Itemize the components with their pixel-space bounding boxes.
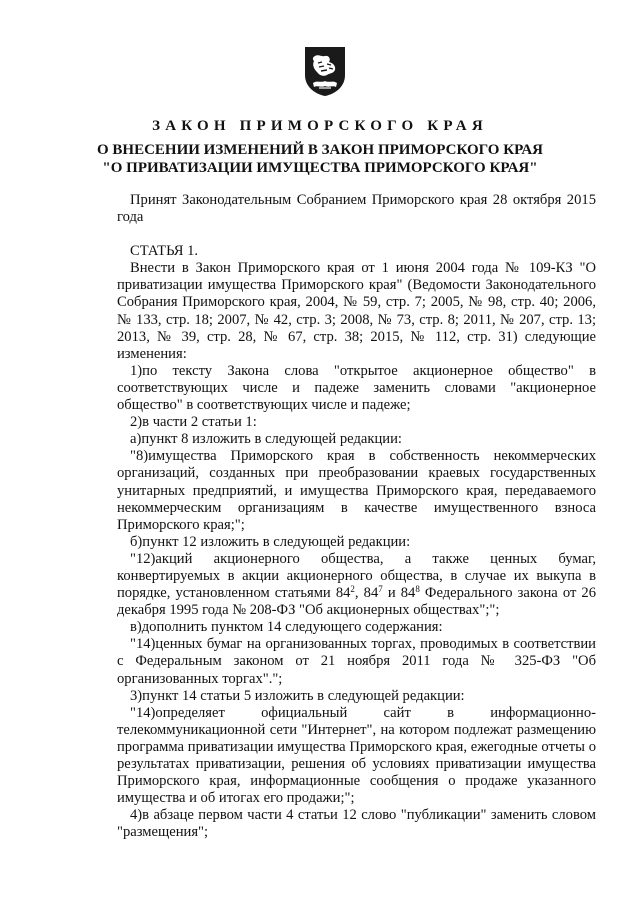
item-2a-text: "8)имущества Приморского края в собственность некоммерческих организаций, созданных при преобразовании краевых государственных унитарных предприятий, и имущества Приморского края, передаваемого некоммерческим организациям в качестве имущественного взноса Приморского края;";	[117, 448, 596, 533]
item-2v: в)дополнить пунктом 14 следующего содержания:	[130, 619, 443, 636]
law-subtitle-line2: "О ПРИВАТИЗАЦИИ ИМУЩЕСТВА ПРИМОРСКОГО КРАЯ"	[102, 160, 538, 176]
article-heading: СТАТЬЯ 1.	[130, 243, 199, 260]
item-3-text: "14)определяет официальный сайт в информационно-телекоммуникационной сети "Интернет", на котором подлежат размещению программа приватизации имущества Приморского края, ежегодные отчеты о результатах приватизации, решения об условиях приватизации имущества Приморского края, информационные сообщения о продаже указанного имущества и об итогах его продажи;";	[117, 704, 596, 807]
item-2b-text	[117, 551, 596, 619]
document-body	[117, 192, 596, 841]
superscript-8: 8	[415, 584, 420, 595]
item-2v-text: "14)ценных бумаг на организованных торгах, проводимых в соответствии с Федеральным законом от 21 ноября 2011 года № 325-ФЗ "Об организованных торгах".";	[117, 636, 596, 687]
item-3: 3)пункт 14 статьи 5 изложить в следующей редакции:	[130, 687, 465, 704]
superscript-7: 7	[378, 584, 383, 595]
item-4: 4)в абзаце первом части 4 статьи 12 слово "публикации" заменить словом "размещения";	[117, 807, 596, 841]
law-subtitle-line1: О ВНЕСЕНИИ ИЗМЕНЕНИЙ В ЗАКОН ПРИМОРСКОГО КРАЯ	[97, 142, 543, 158]
item-2b-text-part1: "12)акций акционерного общества, а также ценных бумаг, конвертируемых в акции акционерного общества, в случае их выкупа в порядке, установленном статьями 84	[117, 550, 596, 602]
coat-of-arms-icon	[303, 45, 347, 97]
item-2b-text-part2: , 84	[354, 585, 379, 602]
item-2: 2)в части 2 статьи 1:	[130, 414, 257, 431]
law-title: ЗАКОН ПРИМОРСКОГО КРАЯ	[152, 118, 488, 134]
item-1: 1)по тексту Закона слова "открытое акционерное общество" в соответствующих числе и падеже заменить словами "акционерное общество" в соответствующих числе и падеже;	[117, 362, 596, 414]
item-2b: б)пункт 12 изложить в следующей редакции:	[130, 533, 411, 550]
item-2b-text-part4: Федерального закона от 26 декабря 1995 года № 208-ФЗ "Об акционерных обществах";";	[117, 585, 597, 619]
article-intro: Внести в Закон Приморского края от 1 июня 2004 года № 109-КЗ "О приватизации имущества Приморского края" (Ведомости Законодательного Собрания Приморского края, 2004, № 59, стр. 7; 2005, № 98, стр. 40; 2006, № 133, стр. 18; 2007, № 42, стр. 3; 2008, № 73, стр. 8; 2011, № 207, стр. 13; 2013, № 39, стр. 28, № 67, стр. 38; 2015, № 112, стр. 31) следующие изменения:	[117, 260, 596, 362]
item-2a: а)пункт 8 изложить в следующей редакции:	[130, 431, 402, 448]
item-2b-text-part3: и 84	[382, 585, 416, 602]
adoption-note: Принят Законодательным Собранием Приморского края 28 октября 2015 года	[117, 192, 596, 226]
superscript-2: 2	[350, 584, 355, 595]
